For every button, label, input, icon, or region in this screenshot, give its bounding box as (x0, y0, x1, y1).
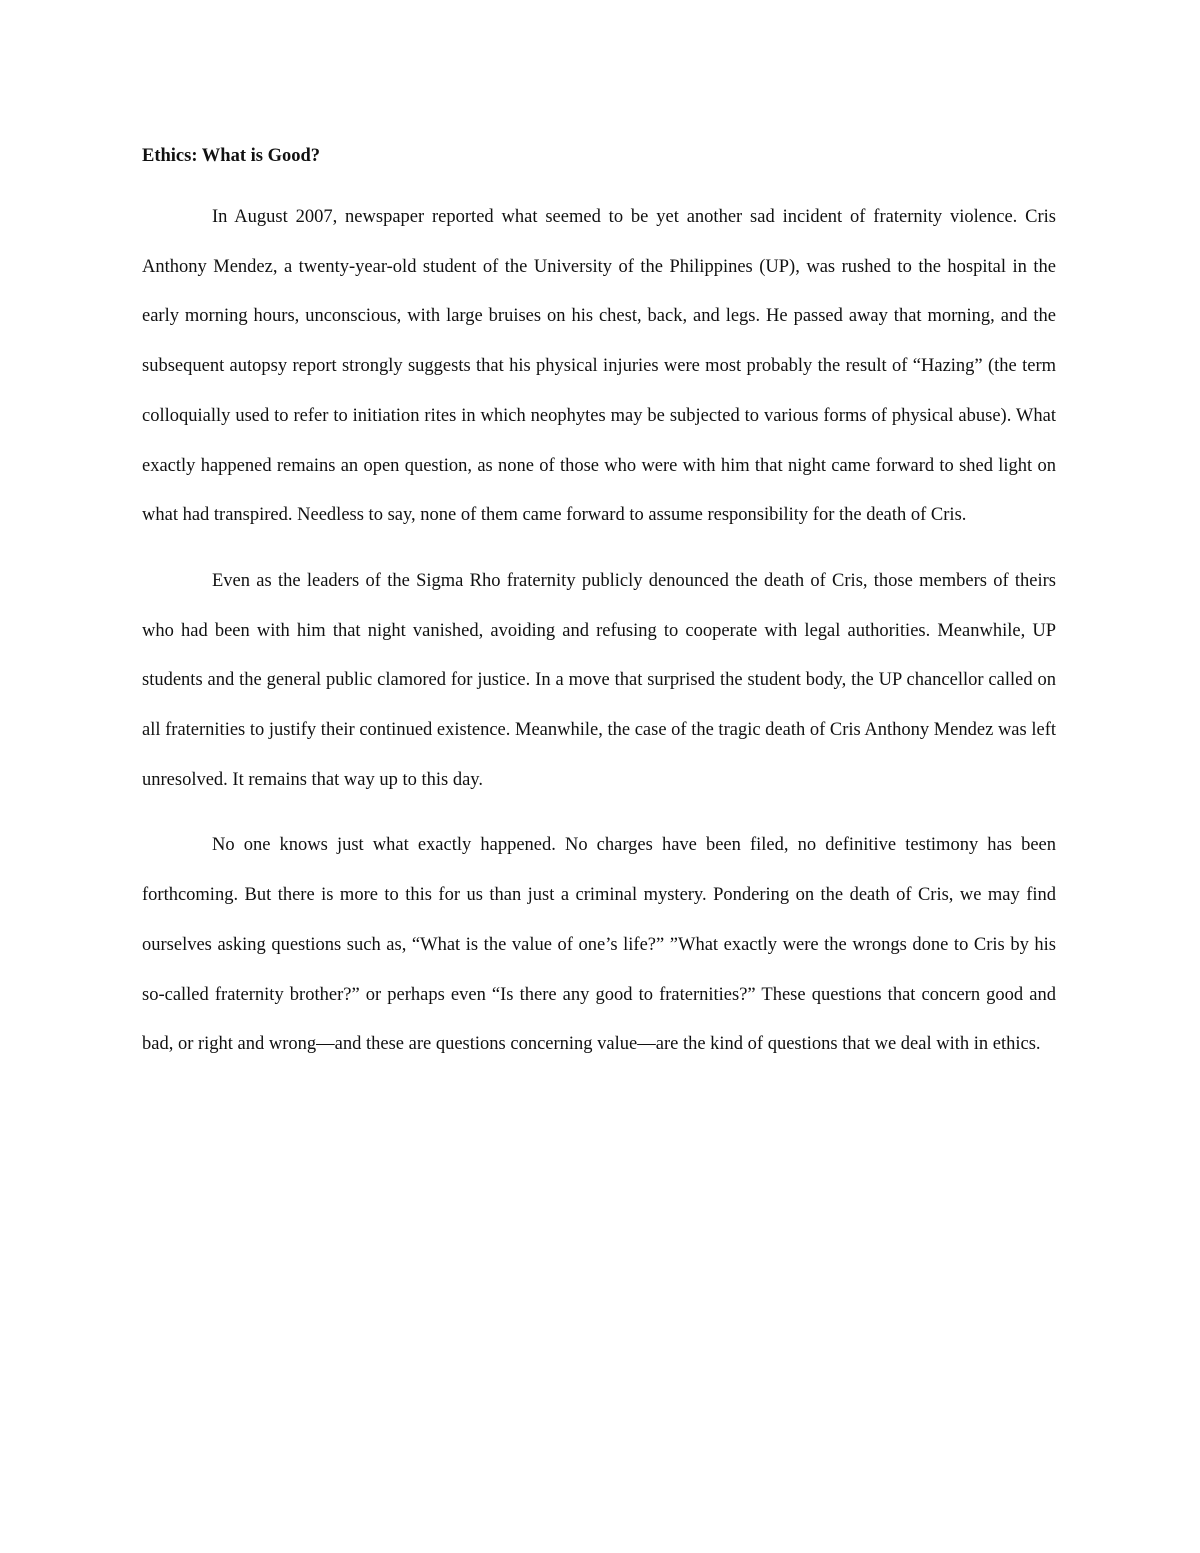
paragraph-2: Even as the leaders of the Sigma Rho fraternity publicly denounced the death of Cris, those members of theirs who had been with him that night vanished, avoiding and refusing to cooperate with legal authorities. Meanwhile, UP students and the general public clamored for justice. In a move that surprised the student body, the UP chancellor called on all fraternities to justify their continued existence. Meanwhile, the case of the tragic death of Cris Anthony Mendez was left unresolved. It remains that way up to this day. (142, 570, 1056, 790)
paragraph-1: In August 2007, newspaper reported what seemed to be yet another sad incident of fraternity violence. Cris Anthony Mendez, a twenty-year-old student of the University of the Philippines (UP), was rushed to the hospital in the early morning hours, unconscious, with large bruises on his chest, back, and legs. He passed away that morning, and the subsequent autopsy report strongly suggests that his physical injuries were most probably the result of “Hazing” (the term colloquially used to refer to initiation rites in which neophytes may be subjected to various forms of physical abuse). What exactly happened remains an open question, as none of those who were with him that night came forward to shed light on what had transpired. Needless to say, none of them came forward to assume responsibility for the death of Cris. (142, 207, 1056, 526)
document-title: Ethics: What is Good? (142, 146, 321, 166)
paragraph-3: No one knows just what exactly happened. No charges have been filed, no definitive testimony has been forthcoming. But there is more to this for us than just a criminal mystery. Pondering on the death of Cris, we may find ourselves asking questions such as, “What is the value of one’s life?” ”What exactly were the wrongs done to Cris by his so-called fraternity brother?” or perhaps even “Is there any good to fraternities?” These questions that concern good and bad, or right and wrong—and these are questions concerning value—are the kind of questions that we deal with in ethics. (142, 835, 1056, 1055)
document-body (142, 143, 1056, 1086)
